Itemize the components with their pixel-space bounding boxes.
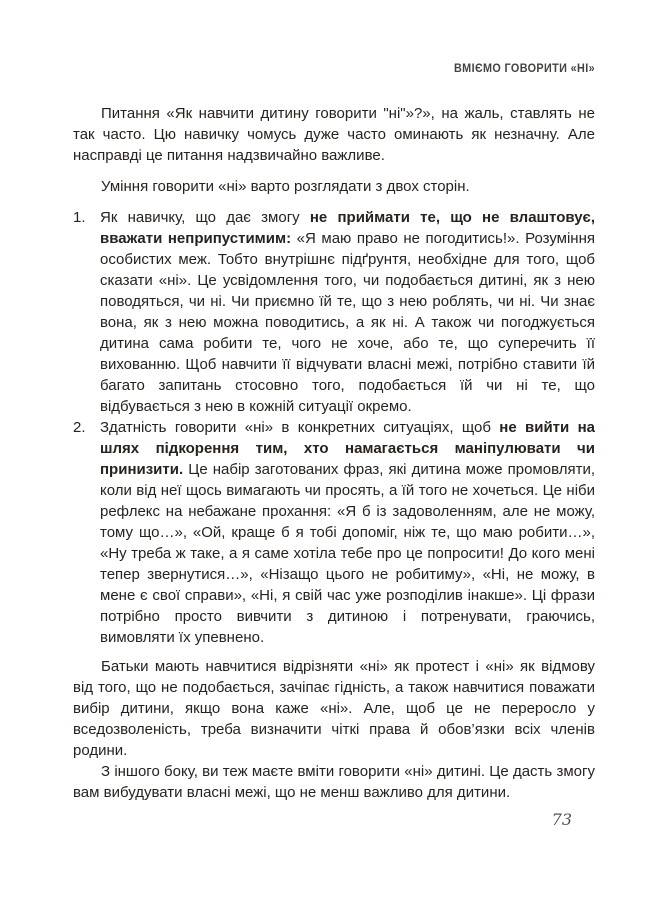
list-number: 1. [73, 209, 86, 226]
list-item-text [100, 417, 595, 648]
list-item-pre: Здатність говорити «ні» в конкретних ситуаціях, щоб [100, 419, 500, 436]
list-item-bold: не приймати те, що не влаштовує, вважати неприпустимим: [100, 209, 595, 247]
list-item-pre: Як навичку, що дає змогу [100, 209, 310, 226]
list-item-post: Це набір заготованих фраз, які дитина може промовляти, коли від неї щось вимагають чи просять, а їй того не хочеться. Це ніби рефлекс на небажане прохання: «Я б із задоволенням, але не можу, тому що…», «Ой, краще б я тобі допоміг, ніж те, що маю робити…», «Ну треба ж таке, а я саме хотіла тебе про це попросити! До кого мені тепер звернутися…», «Нізащо цього не робитиму», «Ні, не можу, в мене є свої справи», «Ні, я свій час уже розподілив інакше». Ці фрази потрібно просто вивчити з дитиною і потренувати, граючись, вимовляти їх упевнено. [100, 461, 595, 646]
list-item-post: «Я маю право не погодитись!». Розуміння особистих меж. Тобто внутрішнє підґрунтя, необхідне для того, щоб сказати «ні». Це усвідомлення того, чи подобається дитині, як з нею поводяться, чи ні. Чи приємно їй те, що з нею роблять, чи ні. Чи знає вона, як з нею можна поводитись, а як ні. А також чи погоджується дитина сама робити те, чого не хоче, або те, що суперечить її вихованню. Щоб навчити її відчувати власні межі, потрібно ставити їй багато запитань стосовно того, подобається їй чи ні те, що відбувається з нею в кожній ситуації окремо. [100, 230, 595, 415]
list-item [73, 417, 595, 648]
closing-paragraph-2: З іншого боку, ви теж маєте вміти говорити «ні» дитині. Це дасть змогу вам вибудувати власні межі, що не менш важливо для дитини. [73, 763, 595, 801]
list-item [73, 207, 595, 417]
page-content [73, 103, 595, 803]
intro-paragraph-2: Уміння говорити «ні» варто розглядати з двох сторін. [101, 178, 470, 195]
intro-paragraph-1: Питання «Як навчити дитину говорити "ні"»?», на жаль, ставлять не так часто. Цю навичку чомусь дуже часто оминають як незначну. Але насправді це питання надзвичайно важливе. [73, 105, 595, 164]
closing-paragraph-1: Батьки мають навчитися відрізняти «ні» як протест і «ні» як відмову від того, що не подобається, зачіпає гідність, а також навчитися поважати вибір дитини, якщо вона каже «ні». Але, щоб це не переросло у вседозволеність, треба визначити чіткі права й обов’язки всіх членів родини. [73, 658, 595, 759]
list-number: 2. [73, 419, 86, 436]
page-number: 73 [551, 810, 572, 829]
list-item-text [100, 207, 595, 417]
running-header: ВМІЄМО ГОВОРИТИ «НІ» [454, 63, 595, 75]
list-item-bold: не вийти на шлях підкорення тим, хто намагається маніпулювати чи принизити. [100, 419, 595, 478]
